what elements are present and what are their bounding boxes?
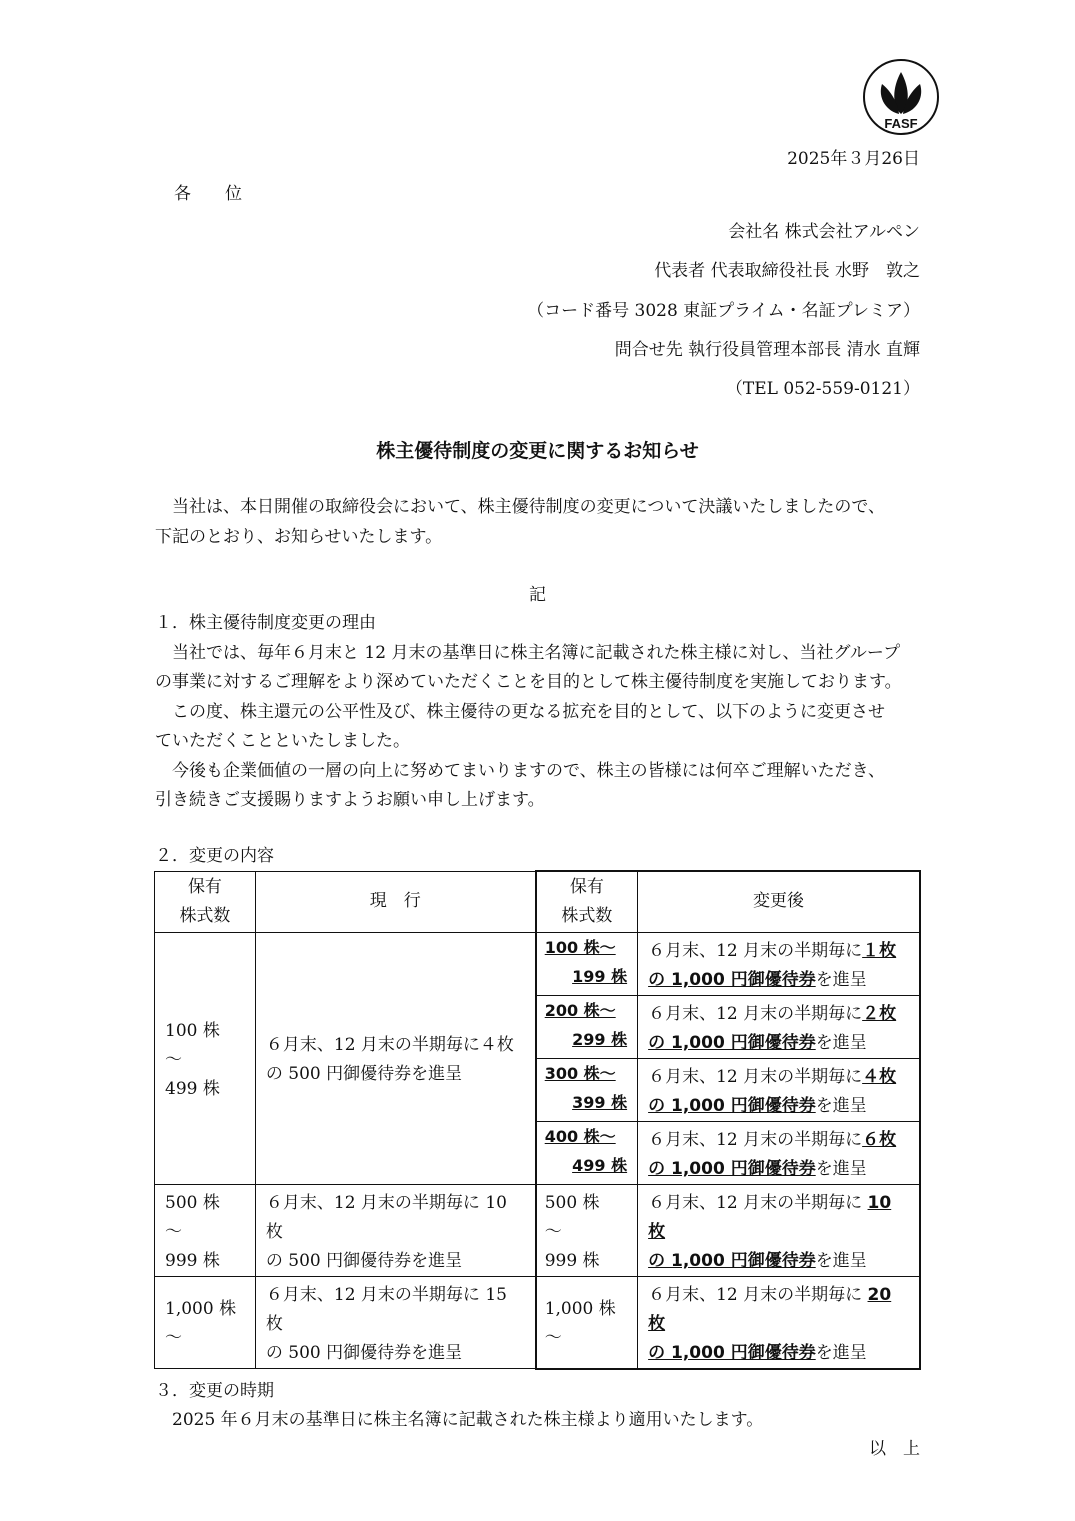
- intro-line: 当社は、本日開催の取締役会において、株主優待制度の変更について決議いたしましたので、: [172, 497, 885, 517]
- ki-label: 記: [529, 585, 546, 605]
- after-100-199: ６月末、12 月末の半期毎に１枚 の 1,000 円御優待券を進呈: [638, 932, 920, 995]
- holding-after-500-999: 500 株 ～ 999 株: [536, 1184, 638, 1276]
- document-title: 株主優待制度の変更に関するお知らせ: [376, 440, 699, 462]
- header-holding-after: 保有 株式数: [536, 871, 638, 932]
- current-100-499: ６月末、12 月末の半期毎に４枚 の 500 円御優待券を進呈: [255, 932, 535, 1184]
- current-500-999: ６月末、12 月末の半期毎に 10 枚 の 500 円御優待券を進呈: [255, 1184, 535, 1276]
- range-400-499: 400 株～ 499 株: [536, 1121, 638, 1184]
- holding-500-999: 500 株 ～ 999 株: [155, 1184, 256, 1276]
- intro-paragraph: [155, 493, 925, 552]
- header-holding: 保有 株式数: [155, 871, 256, 932]
- stock-code: （コード番号 3028 東証プライム・名証プレミア）: [527, 301, 920, 321]
- holding-1000-plus: 1,000 株 ～: [155, 1276, 256, 1369]
- contact-person: 問合せ先 執行役員管理本部長 清水 直輝: [614, 340, 920, 360]
- section1-heading: １．株主優待制度変更の理由: [155, 613, 376, 633]
- range-300-399: 300 株～ 399 株: [536, 1058, 638, 1121]
- addressee: 各 位: [174, 184, 242, 204]
- section1-line: 今後も企業価値の一層の向上に努めてまいりますので、株主の皆様には何卒ご理解いただき、: [172, 760, 885, 781]
- section1-line: 当社では、毎年６月末と 12 月末の基準日に株主名簿に記載された株主様に対し、当社グループ: [172, 642, 901, 663]
- section1-line: ていただくことといたしました。: [155, 731, 410, 751]
- section1-line: の事業に対するご理解をより深めていただくことを目的として株主優待制度を実施しております。: [155, 672, 902, 692]
- fasf-logo: [862, 58, 940, 136]
- current-1000-plus: ６月末、12 月末の半期毎に 15 枚 の 500 円御優待券を進呈: [255, 1276, 535, 1369]
- table-header-row: [155, 871, 921, 932]
- section1-line: 引き続きご支援賜りますようお願い申し上げます。: [155, 790, 545, 810]
- holding-after-1000-plus: 1,000 株 ～: [536, 1276, 638, 1369]
- company-name: 会社名 株式会社アルペン: [728, 222, 920, 242]
- table-row: [155, 932, 921, 995]
- holding-100-499: 100 株 ～ 499 株: [155, 932, 256, 1184]
- section3-text: 2025 年６月末の基準日に株主名簿に記載された株主様より適用いたします。: [172, 1410, 764, 1430]
- header-current: 現 行: [255, 871, 535, 932]
- after-1000-plus: ６月末、12 月末の半期毎に 20 枚 の 1,000 円御優待券を進呈: [638, 1276, 920, 1369]
- range-100-199: 100 株～ 199 株: [536, 932, 638, 995]
- header-after: 変更後: [638, 871, 920, 932]
- section2-heading: ２．変更の内容: [155, 846, 274, 866]
- table-row: [155, 1276, 921, 1369]
- document-date: 2025年３月26日: [787, 149, 920, 169]
- closing-mark: 以 上: [869, 1439, 920, 1459]
- section1-line: この度、株主還元の公平性及び、株主優待の更なる拡充を目的として、以下のように変更させ: [172, 701, 885, 722]
- section1: [155, 609, 925, 816]
- section3-heading: ３．変更の時期: [155, 1381, 274, 1401]
- after-500-999: ６月末、12 月末の半期毎に 10 枚 の 1,000 円御優待券を進呈: [638, 1184, 920, 1276]
- after-200-299: ６月末、12 月末の半期毎に２枚 の 1,000 円御優待券を進呈: [638, 995, 920, 1058]
- after-300-399: ６月末、12 月末の半期毎に４枚 の 1,000 円御優待券を進呈: [638, 1058, 920, 1121]
- logo-text: FASF: [884, 116, 918, 131]
- intro-line: 下記のとおり、お知らせいたします。: [155, 526, 443, 547]
- contact-tel: （TEL 052-559-0121）: [725, 379, 920, 399]
- table-row: [155, 1184, 921, 1276]
- after-400-499: ６月末、12 月末の半期毎に６枚 の 1,000 円御優待券を進呈: [638, 1121, 920, 1184]
- benefit-change-table: [154, 870, 921, 1370]
- range-200-299: 200 株～ 299 株: [536, 995, 638, 1058]
- representative: 代表者 代表取締役社長 水野 敦之: [654, 261, 920, 281]
